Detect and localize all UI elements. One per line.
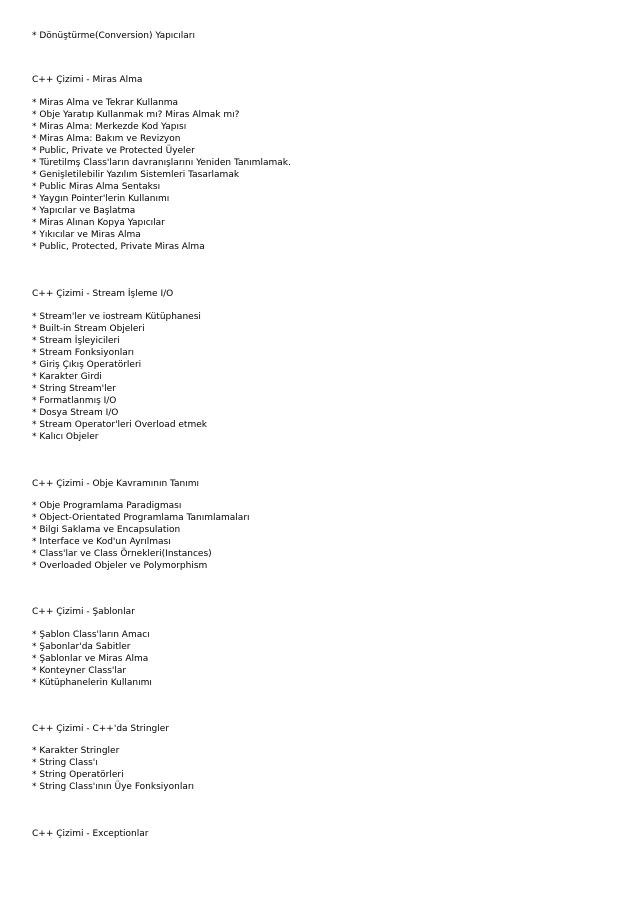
- list-item: * Built-in Stream Objeleri: [32, 324, 145, 334]
- list-item: * Şabonlar'da Sabitler: [32, 642, 131, 652]
- list-item: * Obje Programlama Paradigması: [32, 501, 182, 511]
- section-heading-inheritance: C++ Çizimi - Miras Alma: [32, 75, 143, 85]
- list-item: * Miras Alınan Kopya Yapıcılar: [32, 218, 165, 228]
- list-item: * String Class'ının Üye Fonksiyonları: [32, 782, 195, 792]
- section-heading-exceptions: C++ Çizimi - Exceptionlar: [32, 829, 149, 839]
- section-heading-strings: C++ Çizimi - C++'da Stringler: [32, 724, 169, 734]
- list-item: * Miras Alma: Merkezde Kod Yapısı: [32, 122, 187, 132]
- list-item: * Yıkıcılar ve Miras Alma: [32, 230, 141, 240]
- list-item: * Public Miras Alma Sentaksı: [32, 182, 161, 192]
- list-item: * Yaygın Pointer'lerin Kullanımı: [32, 194, 170, 204]
- list-item: * Object-Orientated Programlama Tanımlamaları: [32, 513, 250, 523]
- list-item: * Karakter Stringler: [32, 746, 120, 756]
- list-item: * Class'lar ve Class Örnekleri(Instances): [32, 549, 212, 559]
- list-item: * Stream İşleyicileri: [32, 336, 120, 346]
- list-item: * Miras Alma: Bakım ve Revizyon: [32, 134, 181, 144]
- list-item: * Karakter Girdi: [32, 372, 102, 382]
- list-item: * Overloaded Objeler ve Polymorphism: [32, 561, 208, 571]
- list-item: * Kütüphanelerin Kullanımı: [32, 678, 152, 688]
- list-item: * Stream Fonksiyonları: [32, 348, 135, 358]
- top-list-item: * Dönüştürme(Conversion) Yapıcıları: [32, 31, 195, 41]
- list-item: * Genişletilebilir Yazılım Sistemleri Tasarlamak: [32, 170, 240, 180]
- list-item: * Şablon Class'ların Amacı: [32, 630, 150, 640]
- list-item: * Stream Operator'leri Overload etmek: [32, 420, 207, 430]
- list-item: * Public, Protected, Private Miras Alma: [32, 242, 205, 252]
- list-item: * Konteyner Class'lar: [32, 666, 127, 676]
- list-item: * Şablonlar ve Miras Alma: [32, 654, 149, 664]
- list-item: * String Class'ı: [32, 758, 98, 768]
- list-item: * Interface ve Kod'un Ayrılması: [32, 537, 171, 547]
- list-item: * Obje Yaratıp Kullanmak mı? Miras Almak mı?: [32, 110, 240, 120]
- section-heading-templates: C++ Çizimi - Şablonlar: [32, 607, 135, 617]
- list-item: * Dosya Stream I/O: [32, 408, 119, 418]
- list-item: * Public, Private ve Protected Üyeler: [32, 146, 195, 156]
- list-item: * Formatlanmış I/O: [32, 396, 117, 406]
- section-heading-stream-io: C++ Çizimi - Stream İşleme I/O: [32, 289, 174, 299]
- section-heading-object-concept: C++ Çizimi - Obje Kavramının Tanımı: [32, 479, 200, 489]
- list-item: * Yapıcılar ve Başlatma: [32, 206, 136, 216]
- list-item: * Giriş Çıkış Operatörleri: [32, 360, 142, 370]
- list-item: * Stream'ler ve iostream Kütüphanesi: [32, 312, 201, 322]
- list-item: * String Stream'ler: [32, 384, 116, 394]
- list-item: * Türetilmş Class'ların davranışlarını Yeniden Tanımlamak.: [32, 158, 291, 168]
- list-item: * Miras Alma ve Tekrar Kullanma: [32, 98, 179, 108]
- list-item: * Kalıcı Objeler: [32, 432, 99, 442]
- list-item: * String Operatörleri: [32, 770, 124, 780]
- list-item: * Bilgi Saklama ve Encapsulation: [32, 525, 181, 535]
